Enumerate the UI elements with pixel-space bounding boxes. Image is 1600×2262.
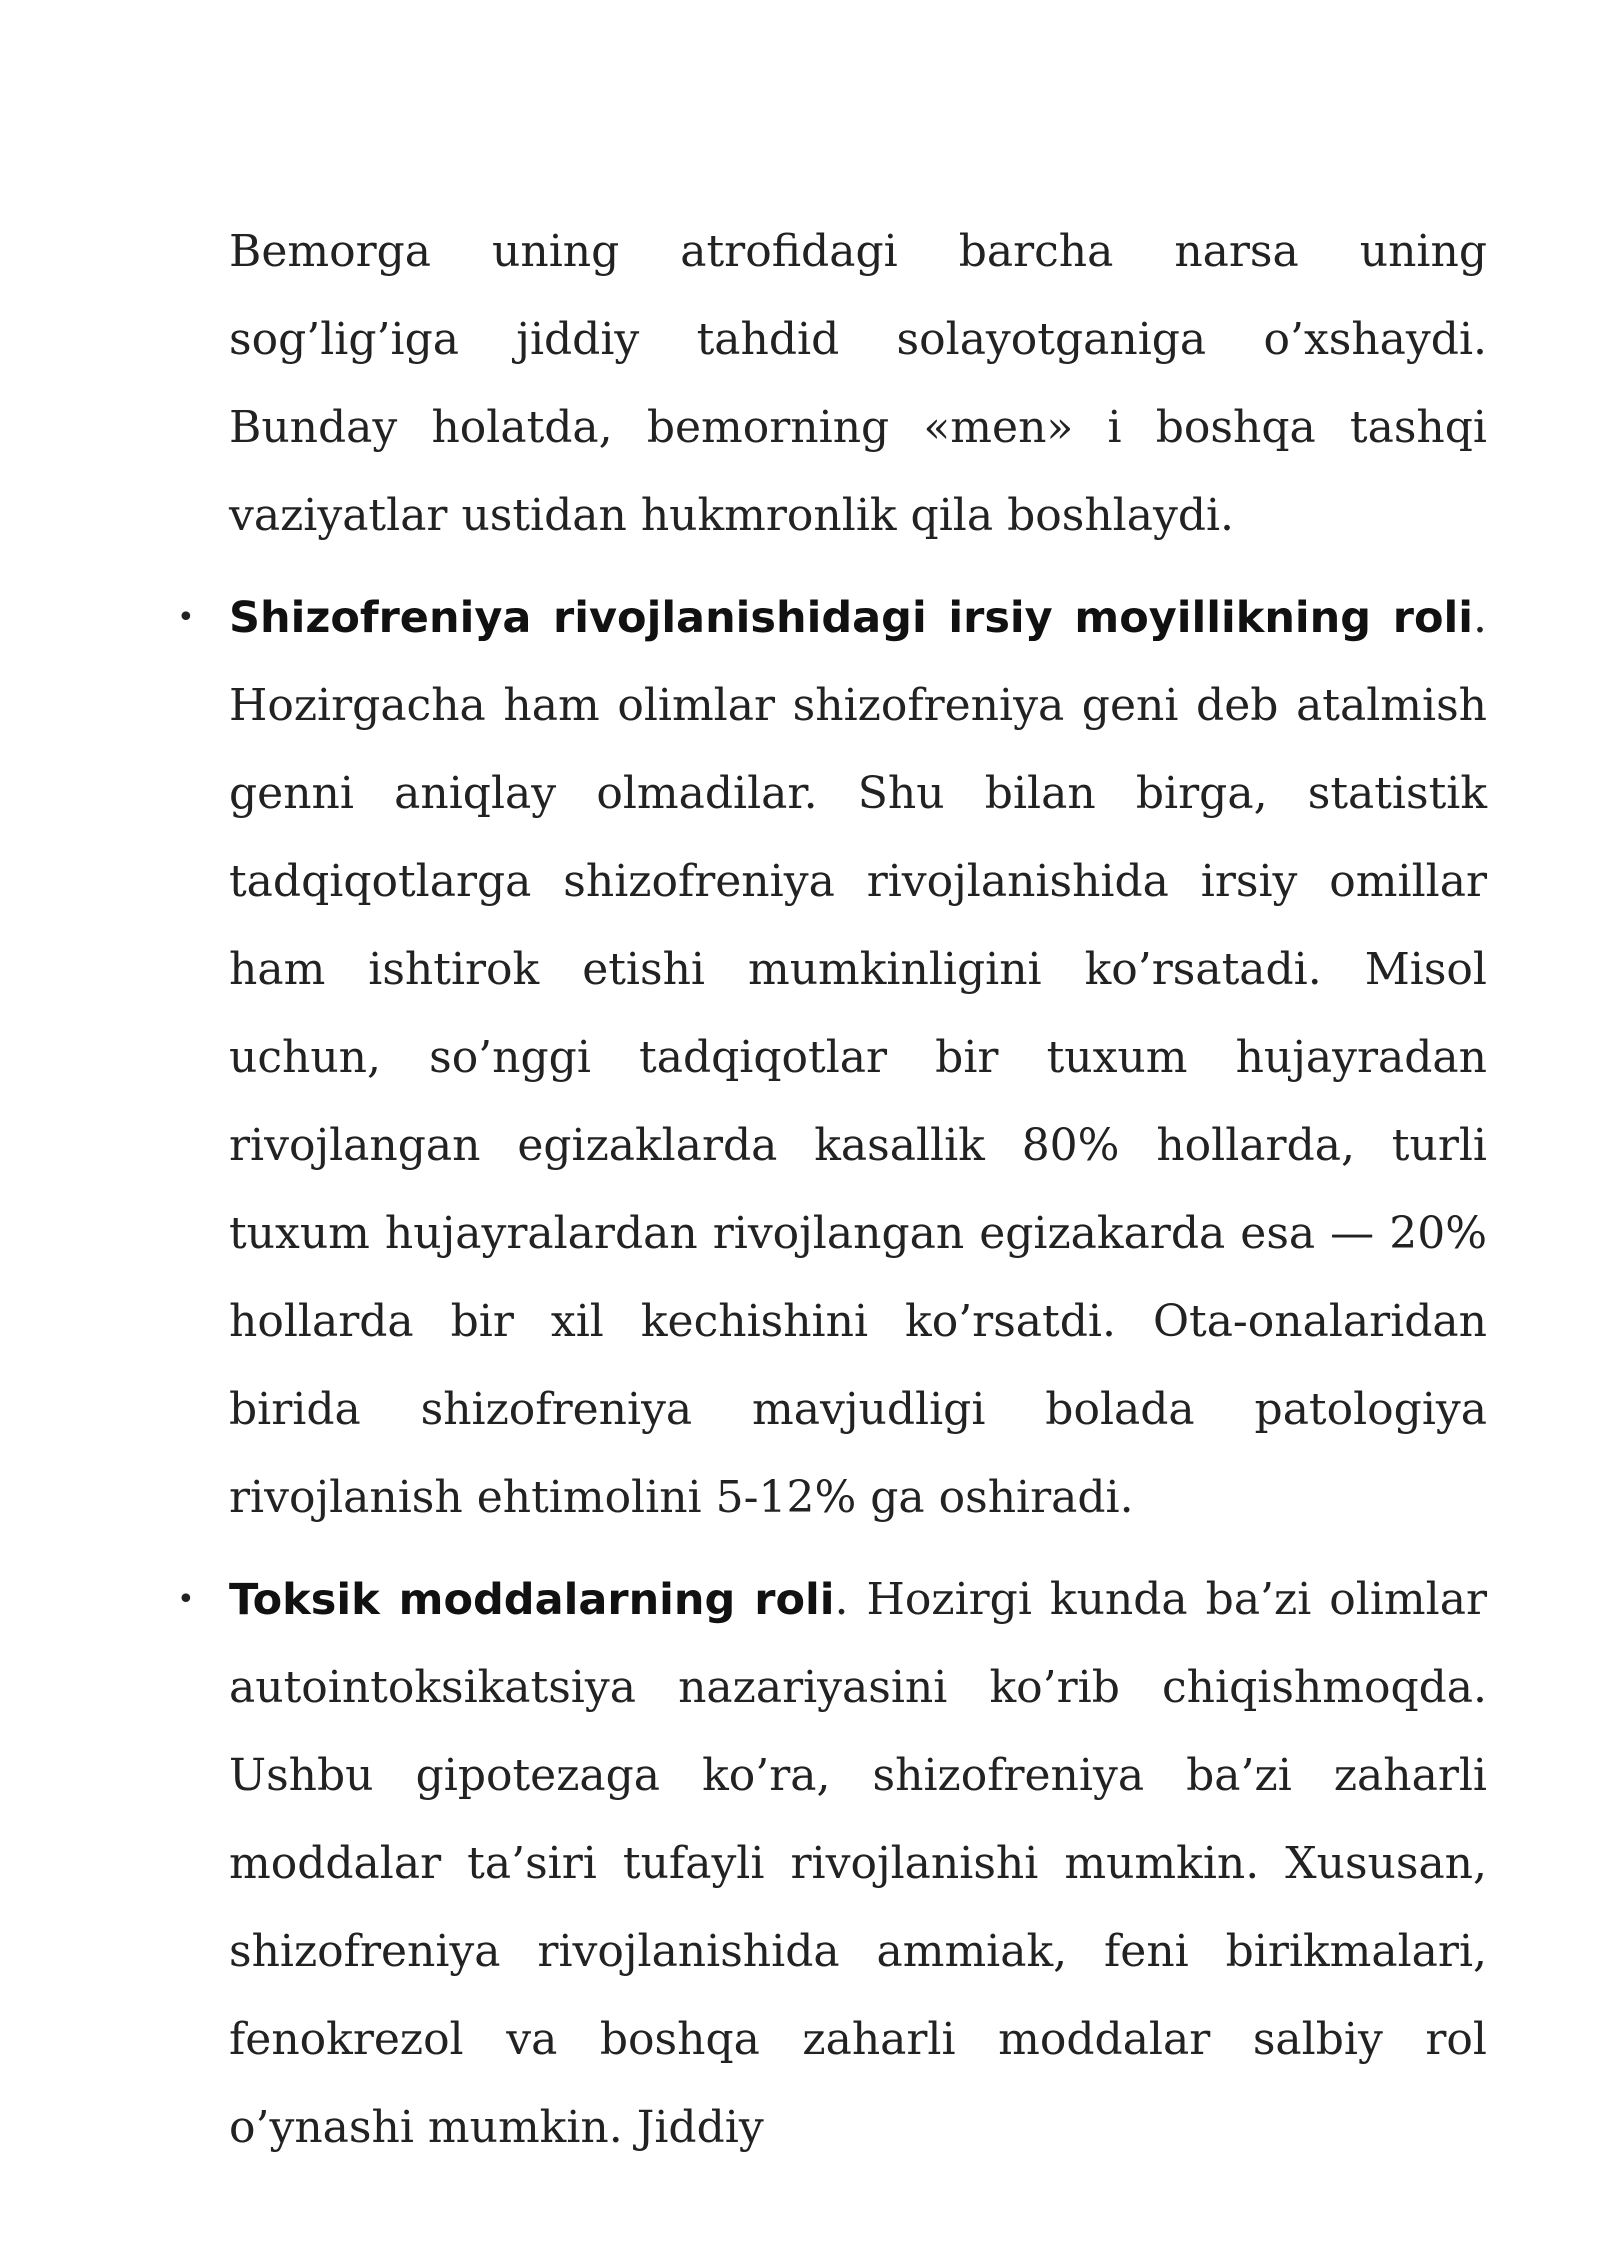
list-item-heading: Toksik moddalarning roli	[229, 1575, 835, 1625]
list-item-heredity	[177, 574, 1487, 1542]
list-item-body: . Hozirgi kunda ba’zi olimlar autointoksikatsiya nazariyasini ko’rib chiqishmoqda. Ushbu gipotezaga ko’ra, shizofreniya ba’zi zaharli moddalar ta’siri tufayli rivojlanishi mumkin. Xususan, shizofreniya rivojlanishida ammiak, feni birikmalari, fenokrezol va boshqa zaharli moddalar salbiy rol o’ynashi mumkin. Jiddiy	[229, 1574, 1487, 2153]
list-item-heading: Shizofreniya rivojlanishidagi irsiy moyillikning roli	[229, 593, 1473, 643]
list-item-paragraph	[229, 1556, 1487, 2172]
intro-paragraph: Bemorga uning atrofidagi barcha narsa uning sog’lig’iga jiddiy tahdid solayotganiga o’xshaydi. Bunday holatda, bemorning «men» i boshqa tashqi vaziyatlar ustidan hukmronlik qila boshlaydi.	[229, 226, 1487, 541]
bullet-icon: •	[177, 600, 195, 635]
document-page	[177, 208, 1487, 2186]
bullet-icon: •	[177, 1582, 195, 1617]
list-item-toxins	[177, 1556, 1487, 2172]
list-item-body: . Hozirgacha ham olimlar shizofreniya geni deb atalmish genni aniqlay olmadilar. Shu bilan birga, statistik tadqiqotlarga shizofreniya rivojlanishida irsiy omillar ham ishtirok etishi mumkinligini ko’rsatadi. Misol uchun, so’nggi tadqiqotlar bir tuxum hujayradan rivojlangan egizaklarda kasallik 80% hollarda, turli tuxum hujayralardan rivojlangan egizakarda esa — 20% hollarda bir xil kechishini ko’rsatdi. Ota-onalaridan birida shizofreniya mavjudligi bolada patologiya rivojlanish ehtimolini 5-12% ga oshiradi.	[229, 592, 1487, 1523]
list-item-paragraph	[229, 574, 1487, 1542]
